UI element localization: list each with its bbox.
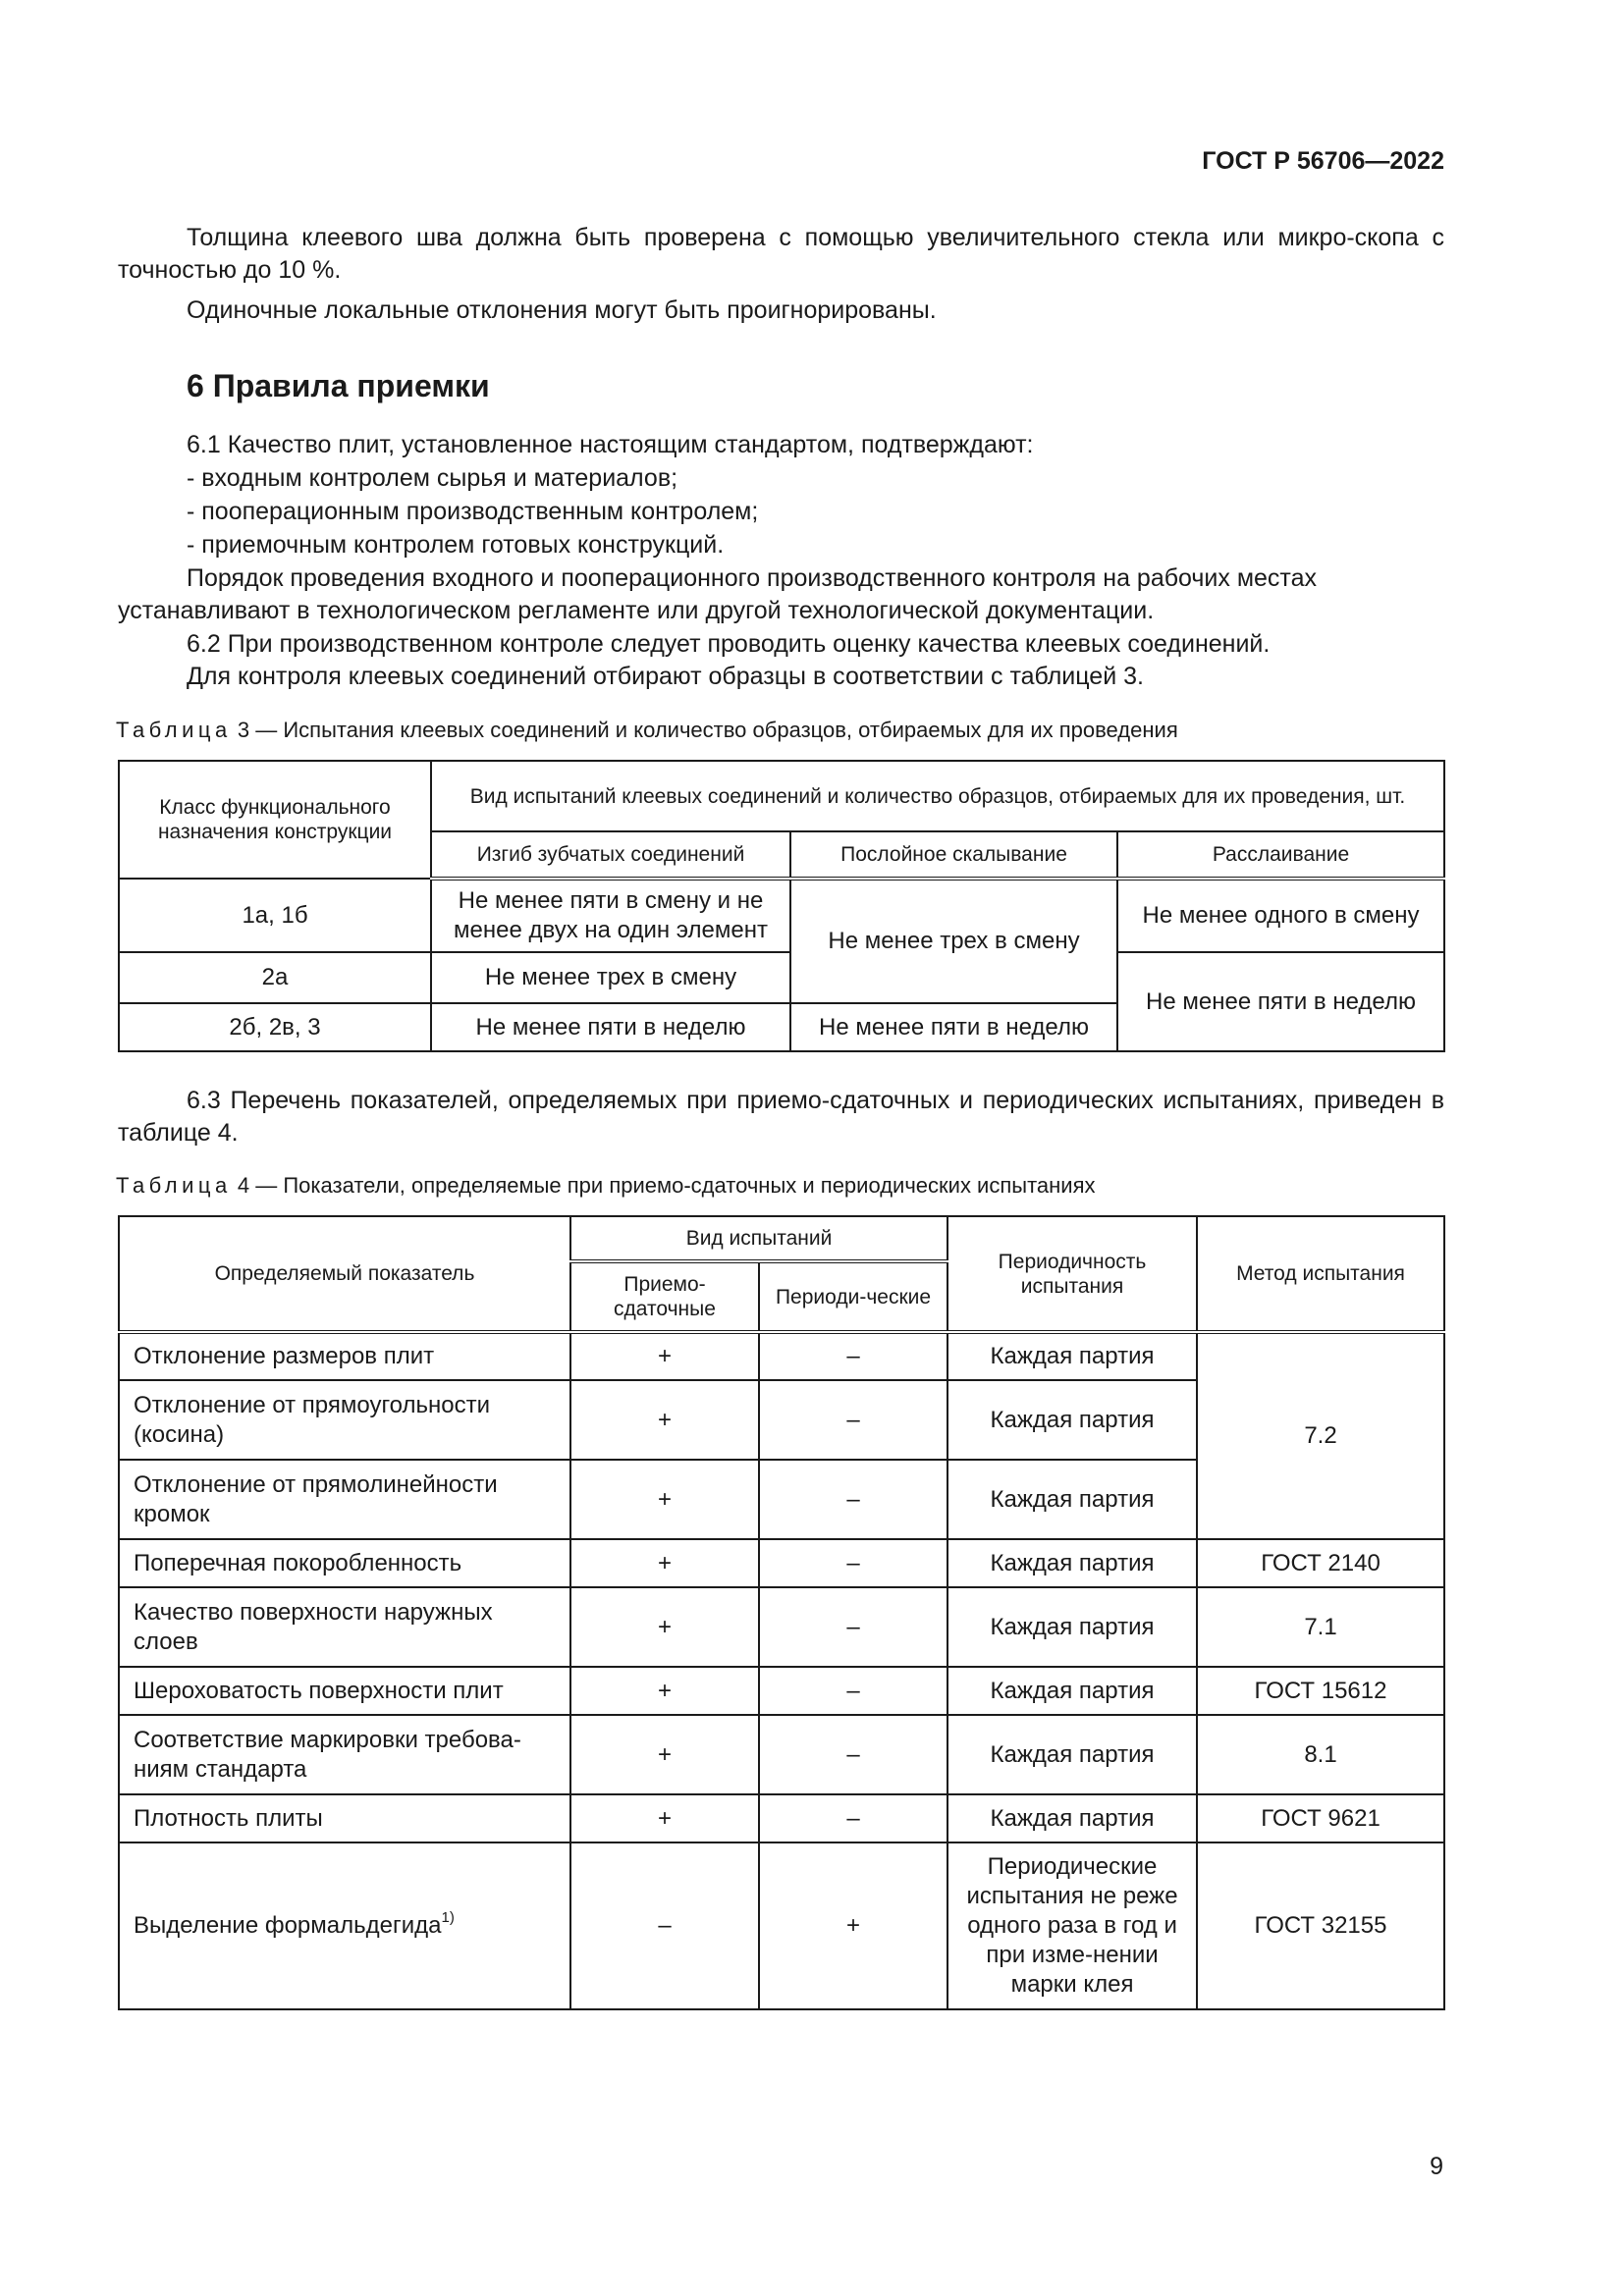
table4-head-period: Периоди-ческие	[759, 1261, 947, 1332]
table3-head-shear: Послойное скалывание	[790, 831, 1117, 879]
table4-head-indicator: Определяемый показатель	[119, 1216, 570, 1332]
table3-head-group: Вид испытаний клеевых соединений и количество образцов, отбираемых для их проведения, шт.	[431, 761, 1444, 831]
table-cell-method: 7.2	[1197, 1332, 1444, 1539]
table-cell-indicator: Поперечная покоробленность	[119, 1539, 570, 1587]
table3-head-bend: Изгиб зубчатых соединений	[431, 831, 790, 879]
table4-head-freq: Периодичность испытания	[947, 1216, 1197, 1332]
table-cell-shear: Не менее трех в смену	[790, 879, 1117, 1003]
table-cell-delam: Не менее одного в смену	[1117, 879, 1444, 952]
table3-caption	[116, 718, 1178, 743]
section-heading: 6 Правила приемки	[187, 368, 490, 403]
paragraph-6-1: 6.1 Качество плит, установленное настоящим стандартом, подтверждают:	[187, 431, 1034, 458]
table-cell-method: ГОСТ 15612	[1197, 1667, 1444, 1715]
list-item: - входным контролем сырья и материалов;	[187, 464, 678, 492]
table-cell-freq: Каждая партия	[947, 1587, 1197, 1667]
table-cell-accept: +	[570, 1332, 759, 1380]
table-cell-method: ГОСТ 9621	[1197, 1794, 1444, 1842]
table-cell-indicator: Качество поверхности наружных слоев	[119, 1587, 570, 1667]
table3-head-delam: Расслаивание	[1117, 831, 1444, 879]
table-cell-freq: Каждая партия	[947, 1667, 1197, 1715]
table4	[118, 1215, 1445, 2010]
table-cell-indicator	[119, 1842, 570, 2009]
table-cell-period: +	[759, 1842, 947, 2009]
table-cell-shear: Не менее пяти в неделю	[790, 1003, 1117, 1051]
table-cell-freq: Каждая партия	[947, 1794, 1197, 1842]
table4-head-accept: Приемо-сдаточные	[570, 1261, 759, 1332]
table-cell-indicator: Плотность плиты	[119, 1794, 570, 1842]
footnote-ref: 1)	[441, 1909, 455, 1926]
table-cell-method: ГОСТ 2140	[1197, 1539, 1444, 1587]
table-cell-method: ГОСТ 32155	[1197, 1842, 1444, 2009]
table-cell-accept: +	[570, 1380, 759, 1460]
table-cell-indicator: Отклонение от прямоугольности (косина)	[119, 1380, 570, 1460]
table-cell-accept: +	[570, 1539, 759, 1587]
table-cell-freq: Каждая партия	[947, 1332, 1197, 1380]
table-cell-freq: Периодические испытания не реже одного раза в год и при изме-нении марки клея	[947, 1842, 1197, 2009]
indicator-text: Выделение формальдегида	[134, 1912, 442, 1939]
table-cell-indicator: Соответствие маркировки требова-ниям стандарта	[119, 1715, 570, 1794]
table3	[118, 760, 1445, 1052]
table-cell-indicator: Отклонение размеров плит	[119, 1332, 570, 1380]
table-cell-freq: Каждая партия	[947, 1380, 1197, 1460]
paragraph-seam-thickness: Толщина клеевого шва должна быть проверена с помощью увеличительного стекла или микро-скопа с точностью до 10 %.	[118, 224, 1444, 284]
paragraph-local-deviations: Одиночные локальные отклонения могут быть проигнорированы.	[187, 296, 937, 324]
table-cell-class: 2б, 2в, 3	[119, 1003, 431, 1051]
table-cell-class: 2а	[119, 952, 431, 1003]
table-cell-freq: Каждая партия	[947, 1539, 1197, 1587]
table-cell-method: 8.1	[1197, 1715, 1444, 1794]
table-cell-method: 7.1	[1197, 1587, 1444, 1667]
table3-caption-label: Таблица	[116, 718, 232, 742]
list-item: - приемочным контролем готовых конструкций.	[187, 531, 725, 559]
table3-head-class: Класс функционального назначения конструкции	[119, 761, 431, 879]
table-cell-period: –	[759, 1667, 947, 1715]
table-cell-period: –	[759, 1332, 947, 1380]
table4-caption-text: 4 — Показатели, определяемые при приемо-сдаточных и периодических испытаниях	[237, 1173, 1096, 1198]
page-number: 9	[1430, 2153, 1443, 2180]
table-cell-accept: –	[570, 1842, 759, 2009]
document-id-header: ГОСТ Р 56706—2022	[1202, 147, 1444, 175]
table-cell-accept: +	[570, 1715, 759, 1794]
table-cell-period: –	[759, 1794, 947, 1842]
table-cell-period: –	[759, 1460, 947, 1539]
table-cell-bend: Не менее пяти в смену и не менее двух на один элемент	[431, 879, 790, 952]
table-cell-accept: +	[570, 1794, 759, 1842]
table-cell-accept: +	[570, 1667, 759, 1715]
table-cell-period: –	[759, 1587, 947, 1667]
paragraph-control-procedure: Порядок проведения входного и пооперационного производственного контроля на рабочих местах устанавливают в технологическом регламенте или другой технологической документации.	[118, 564, 1318, 624]
table-cell-freq: Каждая партия	[947, 1460, 1197, 1539]
table-cell-delam: Не менее пяти в неделю	[1117, 952, 1444, 1051]
list-item: - пооперационным производственным контролем;	[187, 498, 759, 525]
table-cell-freq: Каждая партия	[947, 1715, 1197, 1794]
table3-caption-text: 3 — Испытания клеевых соединений и количество образцов, отбираемых для их проведения	[237, 718, 1178, 742]
table-cell-accept: +	[570, 1460, 759, 1539]
table-cell-class: 1а, 1б	[119, 879, 431, 952]
table4-head-method: Метод испытания	[1197, 1216, 1444, 1332]
table-cell-period: –	[759, 1539, 947, 1587]
table4-head-kind: Вид испытаний	[570, 1216, 947, 1261]
paragraph-6-2: 6.2 При производственном контроле следует проводить оценку качества клеевых соединений.	[187, 630, 1271, 658]
table-cell-indicator: Отклонение от прямолинейности кромок	[119, 1460, 570, 1539]
table4-caption-label: Таблица	[116, 1173, 232, 1198]
table-cell-bend: Не менее трех в смену	[431, 952, 790, 1003]
table-cell-bend: Не менее пяти в неделю	[431, 1003, 790, 1051]
table-cell-indicator: Шероховатость поверхности плит	[119, 1667, 570, 1715]
paragraph-samples: Для контроля клеевых соединений отбирают образцы в соответствии с таблицей 3.	[187, 663, 1144, 690]
table-cell-period: –	[759, 1715, 947, 1794]
table-cell-period: –	[759, 1380, 947, 1460]
table4-caption	[116, 1173, 1096, 1199]
table-cell-accept: +	[570, 1587, 759, 1667]
paragraph-6-3: 6.3 Перечень показателей, определяемых при приемо-сдаточных и периодических испытаниях, приведен в таблице 4.	[118, 1087, 1444, 1147]
